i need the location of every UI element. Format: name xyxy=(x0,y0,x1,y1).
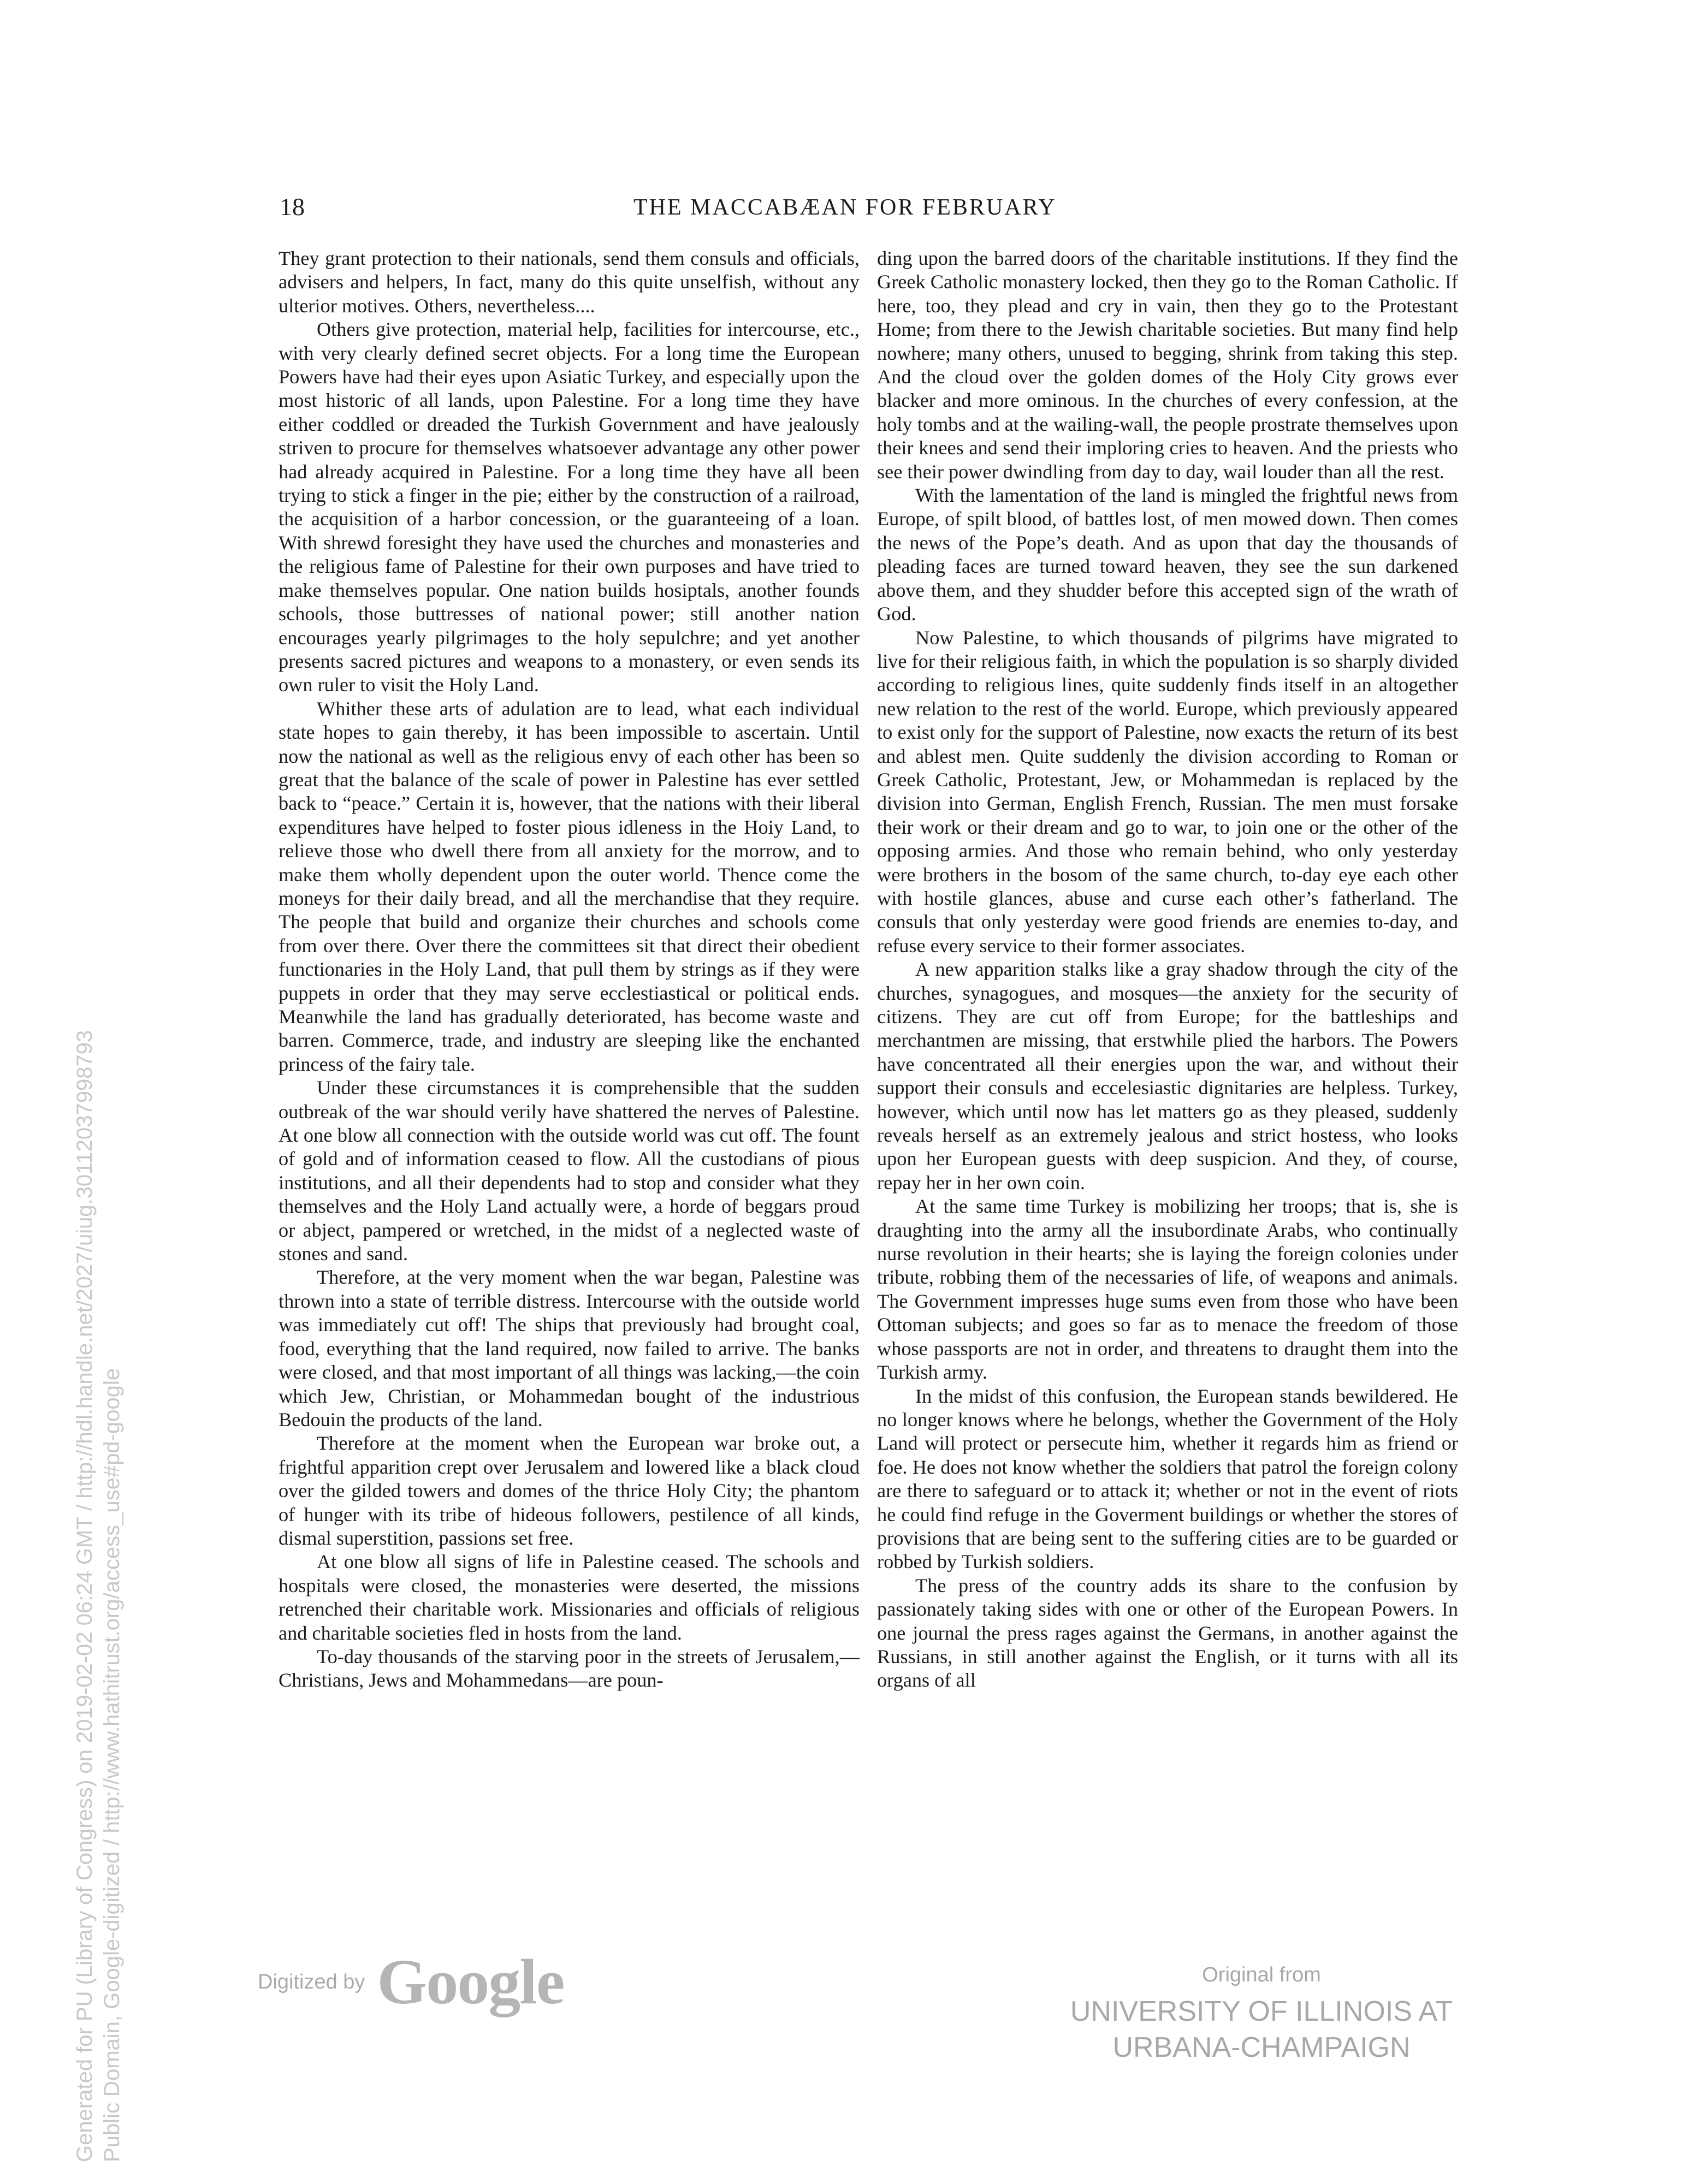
paragraph: Therefore, at the very moment when the war began, Palestine was thrown into a state of terrible distress. Intercourse with the outside world was immediately cut off! The ships that previously had brought coal, food, everything that the land required, now failed to arrive. The banks were closed, and that most important of all things was lacking,—the coin which Jew, Christian, or Mohammedan bought of the industrious Bedouin the products of the land. xyxy=(279,1266,860,1431)
google-logo: Google xyxy=(377,1946,564,2017)
paragraph: At one blow all signs of life in Palestine ceased. The schools and hospitals were closed, the monasteries were deserted, the missions retrenched their charitable work. Missionaries and officials of religious and charitable societies fled in hosts from the land. xyxy=(279,1551,860,1644)
paragraph: A new apparition stalks like a gray shadow through the city of the churches, synagogues, and mosques—the anxiety for the security of citizens. They are cut off from Europe; for the battleships and merchantmen are missing, that erstwhile plied the harbors. The Powers have concentrated all their energies upon the war, and without their support their consuls and eccelesiastic dignitaries are helpless. Turkey, however, which until now has let matters go as they pleased, suddenly reveals herself as an extremely jealous and strict hostess, who looks upon her European guests with deep suspicion. And they, of course, repay her in her own coin. xyxy=(877,958,1458,1194)
page-number: 18 xyxy=(280,193,305,221)
paragraph: Others give protection, material help, facilities for intercourse, etc., with very clearly defined secret objects. For a long time the European Powers have had their eyes upon Asiatic Turkey, and especially upon the most historic of all lands, upon Palestine. For a long time they have either coddled or dreaded the Turkish Government and have jealously striven to procure for themselves whatsoever advantage any other power had already acquired in Palestine. For a long time they have all been trying to stick a finger in the pie; either by the construction of a railroad, the acquisition of a harbor concession, or the guaranteeing of a loan. With shrewd foresight they have used the churches and monasteries and the religious fame of Palestine for their own purposes and have tried to make themselves popular. One nation builds hosiptals, another founds schools, those buttresses of national power; still another nation encourages yearly pilgrimages to the holy sepulchre; and yet another presents sacred pictures and weapons to a monastery, or even sends its own ruler to visit the Holy Land. xyxy=(279,318,860,696)
left-column xyxy=(279,247,860,1693)
paragraph: Under these circumstances it is comprehensible that the sudden outbreak of the war should verily have shattered the nerves of Palestine. At one blow all connection with the outside world was cut off. The fount of gold and of information ceased to flow. All the custodians of pious institutions, and all their dependents had to stop and consider what they themselves and the Holy Land actually were, a horde of beggars proud or abject, pampered or wretched, in the midst of a neglected waste of stones and sand. xyxy=(279,1077,860,1265)
original-from-block xyxy=(1049,1963,1474,2066)
paragraph: Now Palestine, to which thousands of pilgrims have migrated to live for their religious faith, in which the population is so sharply divided according to religious lines, quite suddenly finds itself in an altogether new relation to the rest of the world. Europe, which previously appeared to exist only for the support of Palestine, now exacts the return of its best and ablest men. Quite suddenly the division according to Roman or Greek Catholic, Protestant, Jew, or Mohammedan is replaced by the division into German, English French, Russian. The men must forsake their work or their dream and go to war, to join one or the other of the opposing armies. And those who remain behind, who only yesterday were brothers in the bosom of the same church, to-day eye each other with hostile glances, abuse and curse each other’s fatherland. The consuls that only yesterday were good friends are enemies to-day, and refuse every service to their former associates. xyxy=(877,626,1458,957)
watermark-line: Public Domain, Google-digitized / http://www.hathitrust.org/access_use#pd-google xyxy=(100,1368,124,2162)
paragraph: ding upon the barred doors of the charitable institutions. If they find the Greek Catholic monastery locked, then they go to the Roman Catholic. If here, too, they plead and cry in vain, then they go to the Protestant Home; from there to the Jewish charitable societies. But many find help nowhere; many others, unused to begging, shrink from taking this step. And the cloud over the golden domes of the Holy City grows ever blacker and more ominous. In the churches of every confession, at the holy tombs and at the wailing-wall, the people prostrate themselves upon their knees and send their imploring cries to heaven. And the priests who see their power dwindling from day to day, wail louder than all the rest. xyxy=(877,247,1458,483)
university-location: URBANA-CHAMPAIGN xyxy=(1112,2032,1411,2063)
digitized-by-label: Digitized by xyxy=(258,1970,365,1993)
watermark-line: Generated for PU (Library of Congress) on 2019-02-02 06:24 GMT / http://hdl.handle.net/2027/uiug.30112037998793 xyxy=(73,1030,97,2162)
university-name: UNIVERSITY OF ILLINOIS AT xyxy=(1070,1996,1453,2027)
paragraph: In the midst of this confusion, the European stands bewildered. He no longer knows where he belongs, whether the Government of the Holy Land will protect or persecute him, whether it regards him as friend or foe. He does not know whether the soldiers that patrol the foreign colony are there to safeguard or to attack it; whether or not in the event of riots he could find refuge in the Goverment buildings or whether the stores of provisions that are being sent to the suffering cities are to be guarded or robbed by Turkish soldiers. xyxy=(877,1385,1458,1573)
paragraph: The press of the country adds its share to the confusion by passionately taking sides with one or other of the European Powers. In one journal the press rages against the Germans, in another against the Russians, in still another against the English, or it turns with all its organs of all xyxy=(877,1574,1458,1692)
paragraph: At the same time Turkey is mobilizing her troops; that is, she is draughting into the army all the insubordinate Arabs, who continually nurse revolution in their hearts; she is laying the foreign colonies under tribute, robbing them of the necessaries of life, of weapons and animals. The Government impresses huge sums even from those who have been Ottoman subjects; and goes so far as to menace the freedom of those whose passports are not in order, and threatens to draught them into the Turkish army. xyxy=(877,1195,1458,1384)
running-head: THE MACCABÆAN FOR FEBRUARY xyxy=(633,195,1057,220)
paragraph: They grant protection to their nationals, send them consuls and officials, advisers and helpers, In fact, many do this quite unselfish, without any ulterior motives. Others, nevertheless.... xyxy=(279,247,860,317)
paragraph: Whither these arts of adulation are to lead, what each individual state hopes to gain thereby, it has been impossible to ascertain. Until now the national as well as the religious envy of each other has been so great that the balance of the scale of power in Palestine has ever settled back to “peace.” Certain it is, however, that the nations with their liberal expenditures have helped to foster pious idleness in the Hoiy Land, to relieve those who dwell there from all anxiety for the morrow, and to make them wholly dependent upon the outer world. Thence come the moneys for their daily bread, and all the merchandise that they require. The people that build and organize their churches and schools come from over there. Over there the committees sit that direct their obedient functionaries in the Holy Land, that pull them by strings as if they were puppets in order that they may serve ecclestiastical or political ends. Meanwhile the land has gradually deteriorated, has become waste and barren. Commerce, trade, and industry are sleeping like the enchanted princess of the fairy tale. xyxy=(279,697,860,1075)
hathitrust-watermark xyxy=(71,1030,126,2162)
right-column xyxy=(877,247,1458,1693)
original-from-label: Original from xyxy=(1202,1963,1321,1986)
paragraph: Therefore at the moment when the European war broke out, a frightful apparition crept over Jerusalem and lowered like a black cloud over the gilded towers and domes of the thrice Holy City; the phantom of hunger with its tribe of hideous followers, pestilence of all kinds, dismal superstition, passions set free. xyxy=(279,1432,860,1549)
paragraph: To-day thousands of the starving poor in the streets of Jerusalem,—Christians, Jews and Mohammedans—are poun- xyxy=(279,1645,860,1692)
digitized-by-google xyxy=(258,1945,564,2019)
paragraph: With the lamentation of the land is mingled the frightful news from Europe, of spilt blood, of battles lost, of men mowed down. Then comes the news of the Pope’s death. And as upon that day the thousands of pleading faces are turned toward heaven, they see the sun darkened above them, and they shudder before this accepted sign of the wrath of God. xyxy=(877,484,1458,625)
